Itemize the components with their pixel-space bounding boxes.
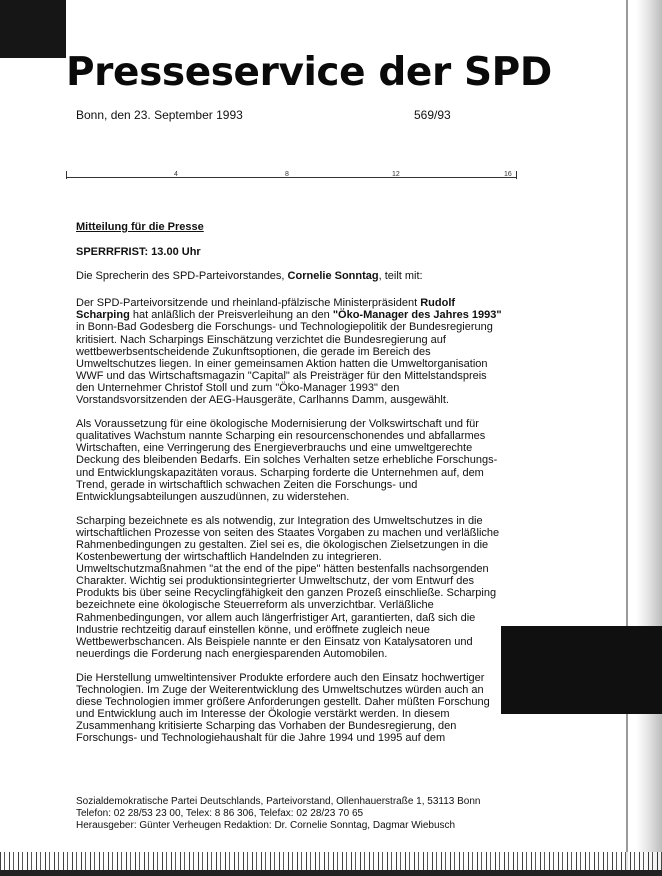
ruler-tick-12: 12 [392, 171, 400, 178]
footer-editors: Herausgeber: Günter Verheugen Redaktion: Dr. Cornelie Sonntag, Dagmar Wiebusch [76, 820, 456, 831]
ruler-end-mark [516, 171, 517, 179]
scan-bottom-strip [0, 870, 662, 876]
intro-suffix: , teilt mit: [378, 270, 423, 283]
release-number: 569/93 [414, 108, 451, 122]
paragraph-3: Scharping bezeichnete es als notwendig, zur Integration des Umweltschutzes in die wirtschaftlichen Prozesse von seiten des Staates Vorgaben zu machen und verläßliche Rahmenbedingungen zu gestalten. Ziel sei es, die ökologischen Zielsetzungen in die Kostenbewertung der wirtschaftlich Handelnden zu integrieren. Umweltschutzmaßnahmen "at the end of the pipe" hätten bestenfalls nachsorgenden Charakter. Wichtig sei produktionsintegrierter Umweltschutz, der vom Entwurf des Produkts bis über seine Recyclingfähigkeit den ganzen Prozeß einschließe. Scharping bezeichnete eine ökologische Steuerreform als unverzichtbar. Verläßliche Rahmenbedingungen, vor allem auch längerfristiger Art, garantierten, daß sich die Industrie rechtzeitig darauf einstellen könne, und eröffnete zugleich neue Wettbewerbschancen. Als Beispiele nannte er den Einsatz von Katalysatoren und neuerdings die Forderung nach energiesparenden Automobilen. [76, 514, 500, 660]
ruler-start-mark [66, 171, 67, 179]
scan-margin-block [501, 626, 662, 714]
paragraph-4: Die Herstellung umweltintensiver Produkte erfordere auch den Einsatz hochwertiger Technologien. Im Zuge der Weiterentwicklung des Umweltschutzes würden auch an diese Technologien immer größere Anforderungen gestellt. Daher müßten Forschung und Entwicklung auch im Interesse der Ökologie verstärkt werden. In diesem Zusammenhang kritisierte Scharping das Vorhaben der Bundesregierung, den Forschungs- und Technologiehaushalt für die Jahre 1994 und 1995 auf dem [76, 671, 490, 745]
chairman-name: Rudolf Scharping [76, 297, 456, 322]
release-body [76, 221, 504, 756]
scan-edge-line [626, 0, 628, 876]
embargo-notice: SPERRFRIST: 13.00 Uhr [76, 246, 201, 259]
footer-contact: Telefon: 02 28/53 23 00, Telex: 8 86 306, Telefax: 02 28/23 70 65 [76, 808, 364, 819]
scan-corner-mark [0, 0, 66, 58]
intro-line [76, 270, 504, 282]
ruler-tick-8: 8 [285, 171, 289, 178]
intro-text: Die Sprecherin des SPD-Parteivorstandes, [76, 270, 288, 283]
spokesperson-name: Cornelie Sonntag [287, 270, 379, 283]
letterhead-footer [76, 796, 480, 832]
footer-address: Sozialdemokratische Partei Deutschlands, Parteivorstand, Ollenhauerstraße 1, 53113 Bonn [76, 796, 481, 807]
scan-right-edge [636, 0, 662, 876]
award-title: "Öko-Manager des Jahres 1993" [332, 309, 502, 322]
date-line: Bonn, den 23. September 1993 [76, 108, 243, 122]
ruler-tick-4: 4 [174, 171, 178, 178]
paragraph-2: Als Voraussetzung für eine ökologische Modernisierung der Volkswirtschaft und für qualitatives Wachstum nannte Scharping ein resourcenschonendes und abfallarmes Wirtschaften, eine Verringerung des Energieverbrauchs und eine umweltgerechte Deckung des bleibenden Bedarfs. Ein solches Verhalten setze erhebliche Forschungs- und Entwicklungskapazitäten voraus. Scharping forderte die Unternehmen auf, dem Trend, gerade in wirtschaftlich schwachen Zeiten die Forschungs- und Entwicklungsabteilungen auszudünnen, zu widerstehen. [76, 418, 498, 503]
paragraph-1-mid: hat anläßlich der Preisverleihung an den [129, 309, 333, 322]
ruler-tick-16: 16 [504, 171, 512, 178]
masthead-title: Presseservice der SPD [66, 50, 552, 95]
paragraph-1-lead: Der SPD-Parteivorsitzende und rheinland-pfälzische Ministerpräsident [76, 297, 421, 310]
ruler-line [66, 177, 517, 178]
paragraph-1-rest: in Bonn-Bad Godesberg die Forschungs- und Technologiepolitik der Bundesregierung kritisiert. Nach Scharpings Einschätzung verzichtet die Bundesregierung auf wettbewerbsentscheidende Zukunftsoptionen, die gerade im Bereich des Umweltschutzes liegen. In einer gemeinsamen Aktion hatten die Umweltorganisation WWF und das Wirtschaftsmagazin "Capital" als Preisträger für den Mittelstandspreis den Unternehmer Christof Stoll und zum "Öko-Manager 1993" den Vorstandsvorsitzenden der AEG-Hausgeräte, Carlhanns Damm, ausgewählt. [76, 321, 493, 407]
section-heading: Mitteilung für die Presse [76, 221, 204, 233]
column-ruler [66, 171, 517, 181]
paragraph-1 [76, 297, 504, 406]
